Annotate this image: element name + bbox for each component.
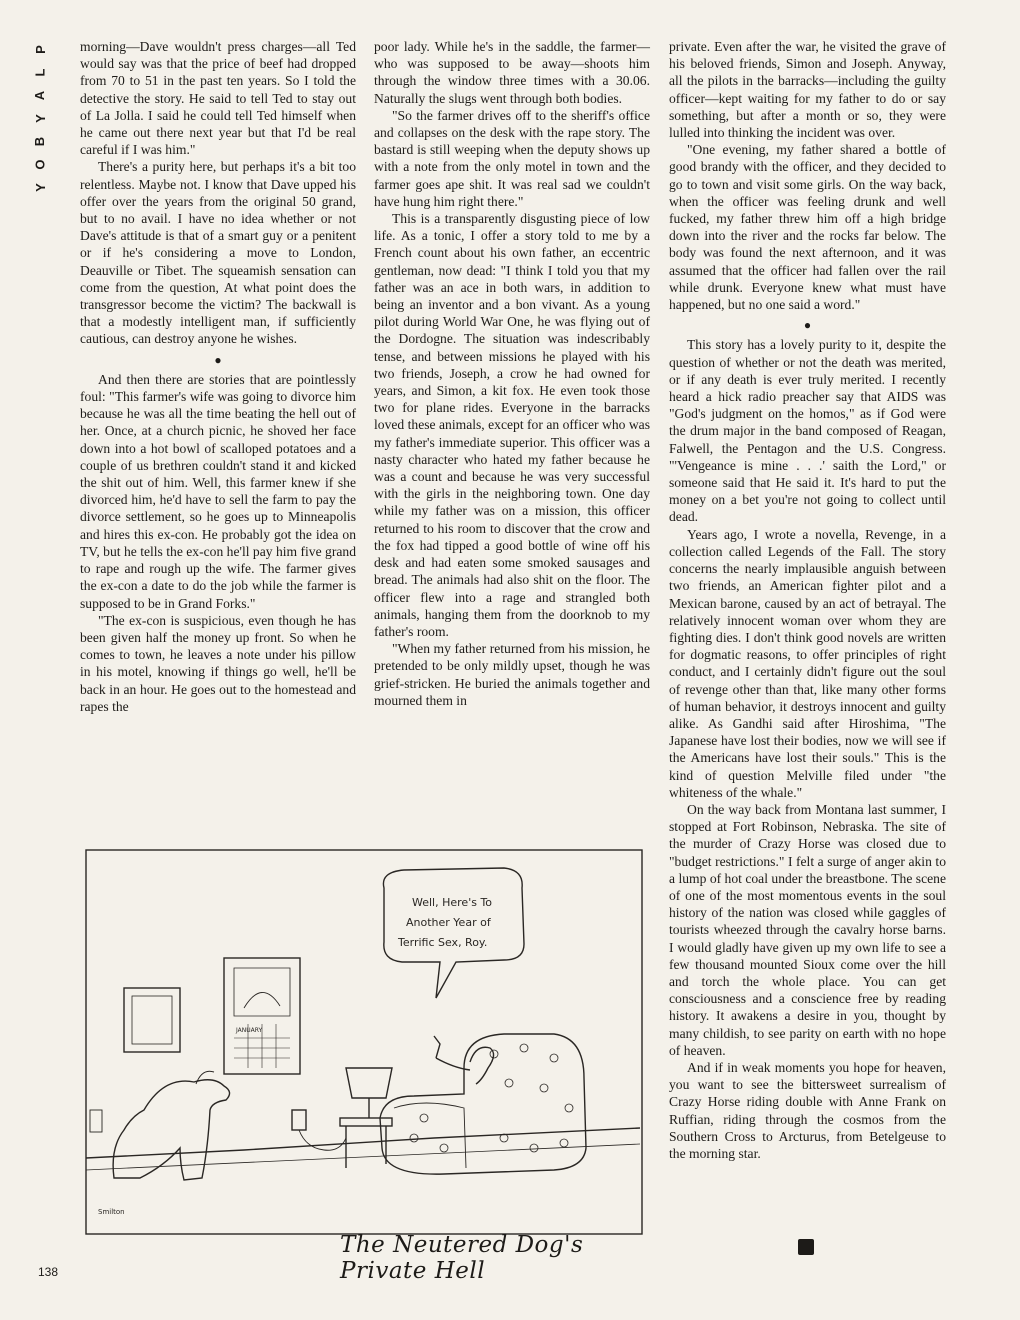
cartoon-caption: The Neutered Dog's Private Hell bbox=[340, 1232, 584, 1284]
masthead-letter: L bbox=[32, 68, 48, 77]
floor-line bbox=[86, 1128, 640, 1158]
raised-glass bbox=[434, 1036, 440, 1058]
bubble-line-2: Another Year of bbox=[406, 916, 491, 929]
paragraph: Years ago, I wrote a novella, Revenge, in a collection called Legends of the Fall. The story concerns the nearly implausible anguish between two friends, an American fighter pilot and a Mexican barone, caused by an act of betrayal. The relatively innocent woman over whom they are fighting dies. I don't think good novels are written for dogmatic reasons, to offer principles of right conduct, and I certainly didn't figure out the soul of revenge other than that, like many other forms of human behavior, it destroys innocent and guilty alike. As Gandhi said after Hiroshima, "The Japanese have lost their bodies, now we will see if the Americans have lost their souls." This is the kind of question Melville filed under "the whiteness of the whale." bbox=[669, 526, 946, 800]
cartoon-frame bbox=[86, 850, 642, 1234]
bubble-line-1: Well, Here's To bbox=[412, 896, 493, 909]
paragraph: "The ex-con is suspicious, even though he has been given half the money up front. So when he comes to town, he leaves a note under his pillow in his motel, knowing if things go well, he'll be back in an hour. He goes out to the homestead and rapes the bbox=[80, 612, 356, 714]
paragraph: And if in weak moments you hope for heaven, you want to see the bittersweet surrealism of Crazy Horse riding double with Anne Frank on Ruffian, riding through the cosmos from the Southern Cross to Arcturus, from Betelgeuse to the morning star. bbox=[669, 1059, 946, 1161]
bubble-line-3: Terrific Sex, Roy. bbox=[398, 936, 488, 949]
cartoon-illustration bbox=[84, 848, 644, 1236]
wall-outlet bbox=[292, 1110, 306, 1130]
masthead-letter: O bbox=[32, 159, 48, 170]
paragraph: private. Even after the war, he visited the grave of his beloved friends, Simon and Joseph. Anyway, all the pilots in the barracks—including the guilty officer—kept waiting for my father to do or say something, but after a month or so, they were lulled into thinking the incident was over. bbox=[669, 39, 946, 141]
paragraph: poor lady. While he's in the saddle, the farmer—who was supposed to be away—shoots him through the window three times with a 30.06. Naturally the slugs went through both bodies. bbox=[374, 39, 650, 106]
section-bullet: ● bbox=[214, 352, 222, 367]
paragraph: "When my father returned from his mission, he pretended to be only mildly upset, though he was grief-stricken. He buried the animals together and mourned them in bbox=[374, 641, 650, 708]
article-column-2 bbox=[374, 38, 650, 709]
paragraph: On the way back from Montana last summer, I stopped at Fort Robinson, Nebraska. The site of the murder of Crazy Horse was closed due to "budget restrictions." I felt a surge of anger akin to a lump of hot coal under the breastbone. The scene of one of the most momentous events in the soul history of the nation was closed while gaggles of tourists wheezed through the cavalry horse barns. I would gladly have given up my own life to see a few thousand mounted Sioux come over the hill and torch the whole place. You can get consciousness and a conscience free by reading history. It awakens a desire in you, thought by many childish, to see parity on earth with no hope of heaven. bbox=[669, 801, 946, 1058]
side-table bbox=[340, 1118, 392, 1126]
baseboard-line bbox=[86, 1144, 640, 1170]
dog-figure bbox=[113, 1080, 229, 1180]
calendar-month: JANUARY bbox=[236, 1027, 263, 1034]
page-number: 138 bbox=[38, 1265, 59, 1279]
paragraph: There's a purity here, but perhaps it's a bit too relentless. Maybe not. I know that Dave upped his offer over the years from the original 50 grand, but to no avail. I have no idea whether or not Dave's attitude is that of a smart guy or a penitent or if he's considering a move to London, Deauville or Tibet. The squeamish sensation can come from the question, At what point does the transgressor become the victim? The backwall is that a modestly intelligent man, if sufficiently cautious, can destroy anyone he wishes. bbox=[80, 159, 356, 347]
masthead bbox=[26, 38, 54, 199]
masthead-letter: A bbox=[32, 90, 48, 101]
paragraph: "One evening, my father shared a bottle of good brandy with the officer, and they decided to go to town and visit some girls. On the way back, when the officer was feeling drunk and well fucked, my father threw him off a high bridge down into the river and the rocks far below. The body was found the next afternoon, and it was assumed that the officer had fallen over the rail while drunk. Everyone knew what must have happened, but no one said a word." bbox=[669, 142, 946, 313]
paragraph: And then there are stories that are pointlessly foul: "This farmer's wife was going to divorce him because he was all the time beating the hell out of her. Once, at a church picnic, he shoved her face down into a hot bowl of scalloped potatoes and a couple of us brethren couldn't stand it and kicked the shit out of him. Well, this farmer knew if she divorced him, he'd have to sell the farm to pay the divorce settlement, so he goes up to Minneapolis and hires this ex-con. He probably got the idea on TV, but he tells the ex-con he'll pay him five grand to rape and rough up the wife. The farmer gives the ex-con a date to do the job while the farmer is supposed to be in Grand Forks." bbox=[80, 371, 356, 611]
artist-signature: Smilton bbox=[98, 1208, 125, 1216]
paragraph: This is a transparently disgusting piece of low life. As a tonic, I offer a story told to me by a French count about his own father, an eccentric gentleman, now dead: "I think I told you that my father was an ace in both wars, in addition to being an inventor and a bon vivant. As a young pilot during World War One, he was flying out of the Dordogne. The situation was indescribably tense, and between missions he played with his two friends, Joseph, a crow he had owned for years, and Simon, a kit fox. He even took those two for plane rides. Everyone in the barracks loved these animals, except for an officer who was my father's immediate superior. This officer was a nasty character who hated my father because he was a count and because he was very successful with the girls in the neighboring town. One day while my father was on a mission, this officer returned to his room to discover that the crow and the fox had tipped a good bottle of wine off his desk and had eaten some smoked sausages and bread. The animals had also shit on the floor. The officer flew into a rage and strangled both animals, hanging them from the doorknob to my father's room. bbox=[374, 211, 650, 639]
speech-bubble bbox=[383, 868, 524, 998]
masthead-letter: Y bbox=[32, 183, 48, 192]
paragraph: morning—Dave wouldn't press charges—all Ted would say was that the price of beef had dropped from 70 to 51 in the past ten years. So I told the detective the story. He said to tell Ted to stay out of La Jolla. I said he could tell Ted himself when he came out there next year but that I'd be real careful if I was him." bbox=[80, 39, 356, 158]
article-column-1 bbox=[80, 38, 356, 715]
masthead-letter: Y bbox=[32, 114, 48, 123]
lamp-shade bbox=[346, 1068, 392, 1098]
masthead-letter: P bbox=[32, 45, 48, 54]
masthead-letter: B bbox=[32, 136, 48, 147]
paragraph: This story has a lovely purity to it, despite the question of whether or not the death was merited, or if any death is ever truly merited. I recently heard a hick radio preacher say that AIDS was "God's judgment on the homos," as if God were the drum major in the band composed of Reagan, Falwell, the Pentagon and the U.S. Congress. "'Vengeance is mine . . .' saith the Lord," or someone said that He said it. It's hard to put the money on a bet you're not going to collect until dead. bbox=[669, 337, 946, 525]
article-column-3 bbox=[669, 38, 946, 1258]
rabbit-end-mark-icon bbox=[798, 1239, 814, 1255]
paragraph: "So the farmer drives off to the sheriff's office and collapses on the desk with the rape story. The bastard is still weeping when the deputy shows up with a note from the only motel in town and the farmer goes ape shit. It was real sad we couldn't have hung him right there." bbox=[374, 107, 650, 209]
section-bullet: ● bbox=[803, 318, 812, 333]
